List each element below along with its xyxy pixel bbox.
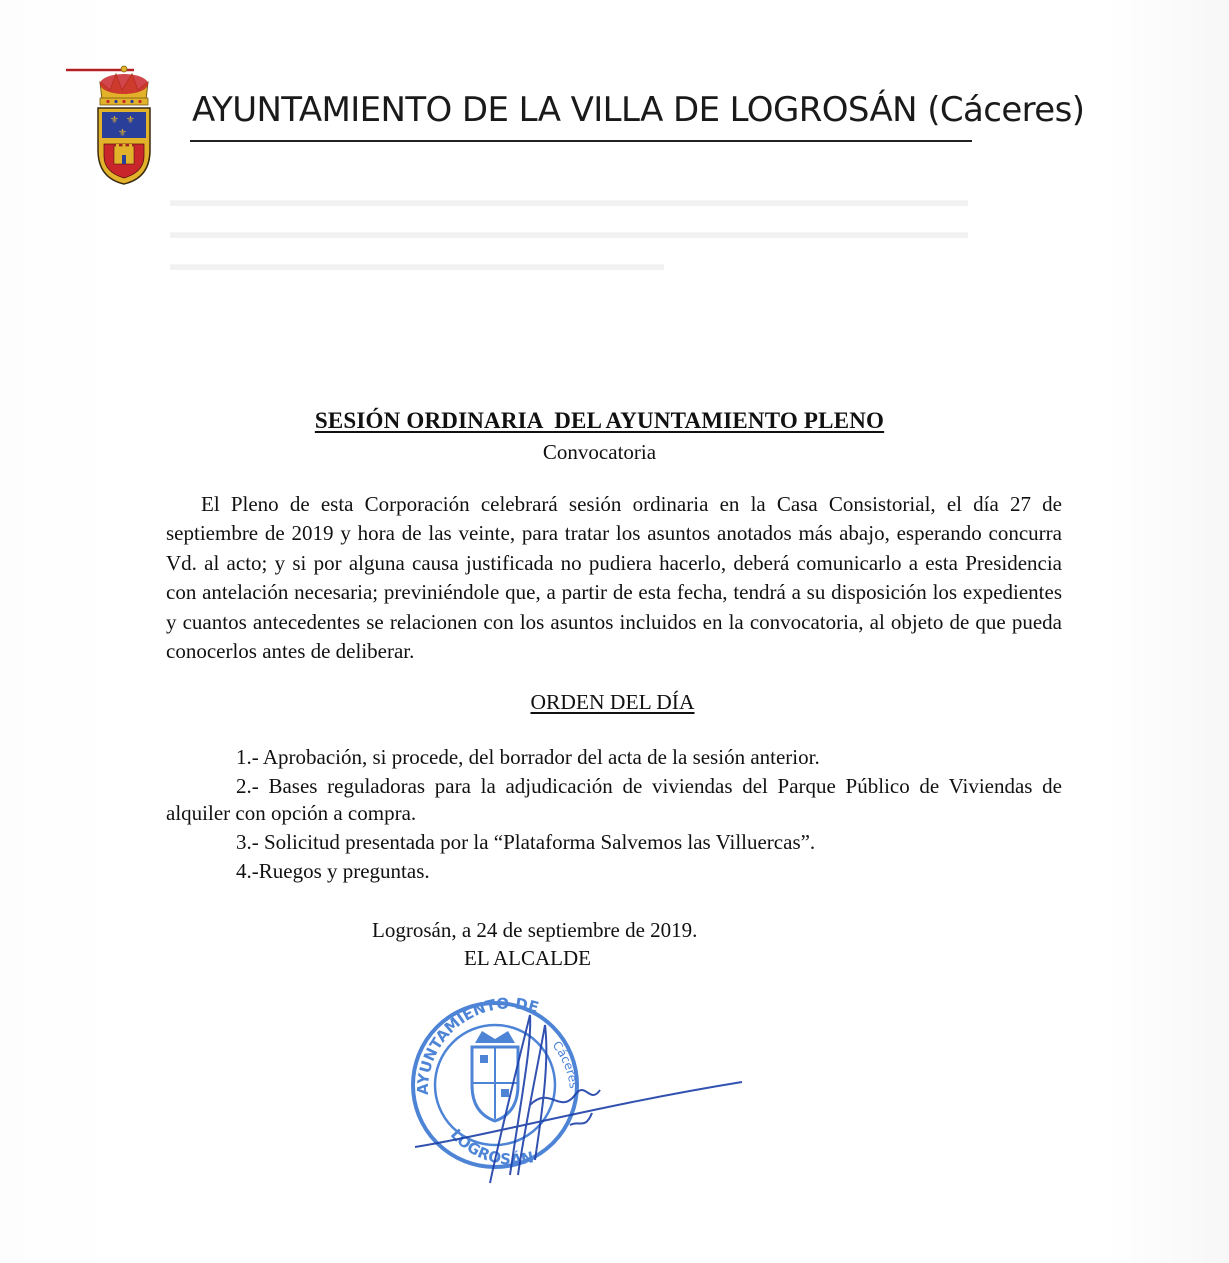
bleed-through-texture: ▬▬▬▬▬▬▬▬▬▬▬▬▬▬▬▬▬▬▬▬▬▬▬▬▬▬▬▬▬▬▬▬▬▬▬▬▬▬▬▬▬▬ [170,190,968,211]
agenda-item: 4.-Ruegos y preguntas. [236,859,430,883]
stamp-text-right: Cáceres [549,1038,581,1090]
signoff-role: EL ALCALDE [464,946,591,970]
agenda-item: 1.- Aprobación, si procede, del borrador del acta de la sesión anterior. [236,745,820,769]
stamp-text-top: AYUNTAMIENTO DE [413,994,541,1096]
svg-text:⚜: ⚜ [110,115,119,126]
official-stamp-icon [400,985,760,1185]
institution-title: AYUNTAMIENTO DE LA VILLA DE LOGROSÁN (Cáceres) [192,90,1085,130]
session-title: SESIÓN ORDINARIA DEL AYUNTAMIENTO PLENO [314,408,885,433]
bleed-through-texture: ▬▬▬▬▬▬▬▬▬▬▬▬▬▬▬▬▬▬▬▬▬▬▬▬▬▬▬▬▬▬▬▬▬▬▬▬▬▬▬▬▬▬ [170,222,968,243]
bleed-through-texture: ▬▬▬▬▬▬▬▬▬▬▬▬▬▬▬▬▬▬▬▬▬▬▬▬▬▬ [170,254,664,275]
agenda-list [166,744,1062,887]
municipal-crest-icon [64,60,179,190]
agenda-item: 2.- Bases reguladoras para la adjudicación de viviendas del Parque Público de Viviendas de alquiler con opción a compra. [166,774,1062,825]
svg-text:⚜: ⚜ [118,128,127,139]
convocation-paragraph: El Pleno de esta Corporación celebrará sesión ordinaria en la Casa Consistorial, el día 27 de septiembre de 2019 y hora de las veinte, para tratar los asuntos anotados más abajo, esperando concurra Vd. al acto; y si por alguna causa justificada no pudiera hacerlo, deberá comunicarlo a esta Presidencia con antelación necesaria; previniéndole que, a partir de esta fecha, tendrá a su disposición los expedientes y cuantos antecedentes se relacionen con los asuntos incluidos en la convocatoria, al objeto de que pueda conocerlos antes de deliberar. [166,492,1062,664]
stamp-text-bottom: LOGROSÁN [446,1125,536,1169]
signature-icon [415,1015,742,1183]
svg-text:⚜: ⚜ [126,115,135,126]
header-divider [190,140,972,142]
agenda-title: ORDEN DEL DÍA [530,690,695,714]
signoff-place-date: Logrosán, a 24 de septiembre de 2019. [372,918,698,942]
session-subtitle: Convocatoria [542,440,657,464]
agenda-item: 3.- Solicitud presentada por la “Plataforma Salvemos las Villuercas”. [236,830,816,854]
